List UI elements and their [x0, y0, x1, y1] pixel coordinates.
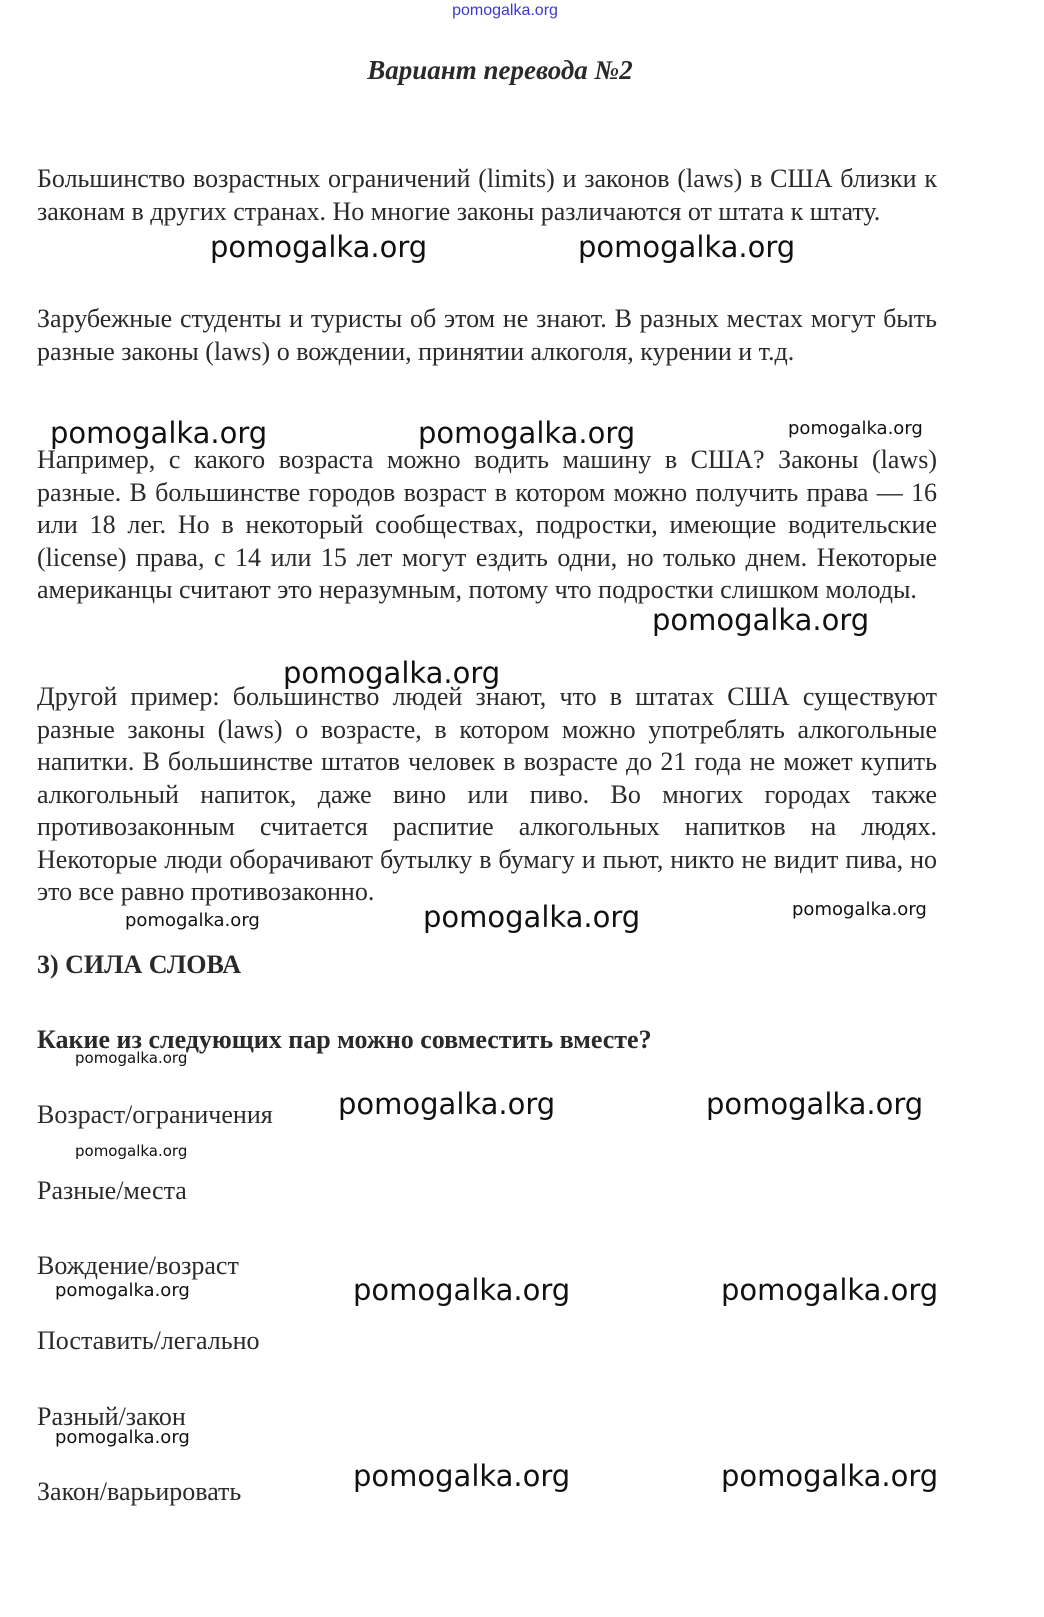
word-pair: Закон/варьировать — [37, 1477, 242, 1506]
watermark: pomogalka.org — [353, 1273, 571, 1307]
watermark: pomogalka.org — [721, 1273, 939, 1307]
watermark: pomogalka.org — [210, 230, 428, 264]
word-pair: Вождение/возраст — [37, 1251, 239, 1280]
watermark: pomogalka.org — [418, 416, 636, 450]
paragraph-4: Другой пример: большинство людей знают, что в штатах США существуют разные законы (laws) о возрасте, в котором можно употреблять алкогольные напитки. В большинстве штатов человек в возрасте до 21 года не может купить алкогольный напиток, даже вино или пиво. Во многих городах также противозаконным считается распитие алкогольных напитков на людях. Некоторые люди оборачивают бутылку в бумагу и пьют, никто не видит пива, но это все равно противозаконно. — [37, 682, 937, 906]
watermark: pomogalka.org — [75, 1142, 188, 1160]
watermark: pomogalka.org — [788, 418, 923, 439]
word-pair: Разные/места — [37, 1176, 187, 1205]
watermark: pomogalka.org — [75, 1049, 188, 1067]
paragraph-2: Зарубежные студенты и туристы об этом не знают. В разных местах могут быть разные законы (laws) о вождении, принятии алкоголя, курении и т.д. — [37, 304, 937, 366]
watermark: pomogalka.org — [792, 899, 927, 920]
site-url[interactable]: pomogalka.org — [452, 2, 558, 19]
watermark: pomogalka.org — [423, 900, 641, 934]
word-pair: Поставить/легально — [37, 1326, 260, 1355]
watermark: pomogalka.org — [706, 1087, 924, 1121]
watermark: pomogalka.org — [50, 416, 268, 450]
watermark: pomogalka.org — [353, 1459, 571, 1493]
watermark: pomogalka.org — [55, 1427, 190, 1448]
section-question: Какие из следующих пар можно совместить вместе? — [37, 1025, 652, 1054]
word-pair: Разный/закон — [37, 1402, 186, 1431]
watermark: pomogalka.org — [652, 603, 870, 637]
paragraph-1: Большинство возрастных ограничений (limits) и законов (laws) в США близки к законам в других странах. Но многие законы различаются от штата к штату. — [37, 164, 937, 226]
watermark: pomogalka.org — [721, 1459, 939, 1493]
watermark: pomogalka.org — [338, 1087, 556, 1121]
section-heading: 3) СИЛА СЛОВА — [37, 950, 242, 979]
watermark: pomogalka.org — [283, 656, 501, 690]
paragraph-3: Например, с какого возраста можно водить машину в США? Законы (laws) разные. В большинстве городов возраст в котором можно получить права — 16 или 18 лег. Но в некоторый сообществах, подростки, имеющие водительские (license) права, с 14 или 15 лет могут ездить одни, но только днем. Некоторые американцы считают это неразумным, потому что подростки слишком молоды. — [37, 445, 937, 604]
watermark: pomogalka.org — [55, 1280, 190, 1301]
page-title: Вариант перевода №2 — [367, 55, 633, 85]
watermark: pomogalka.org — [578, 230, 796, 264]
word-pair: Возраст/ограничения — [37, 1100, 273, 1129]
watermark: pomogalka.org — [125, 910, 260, 931]
